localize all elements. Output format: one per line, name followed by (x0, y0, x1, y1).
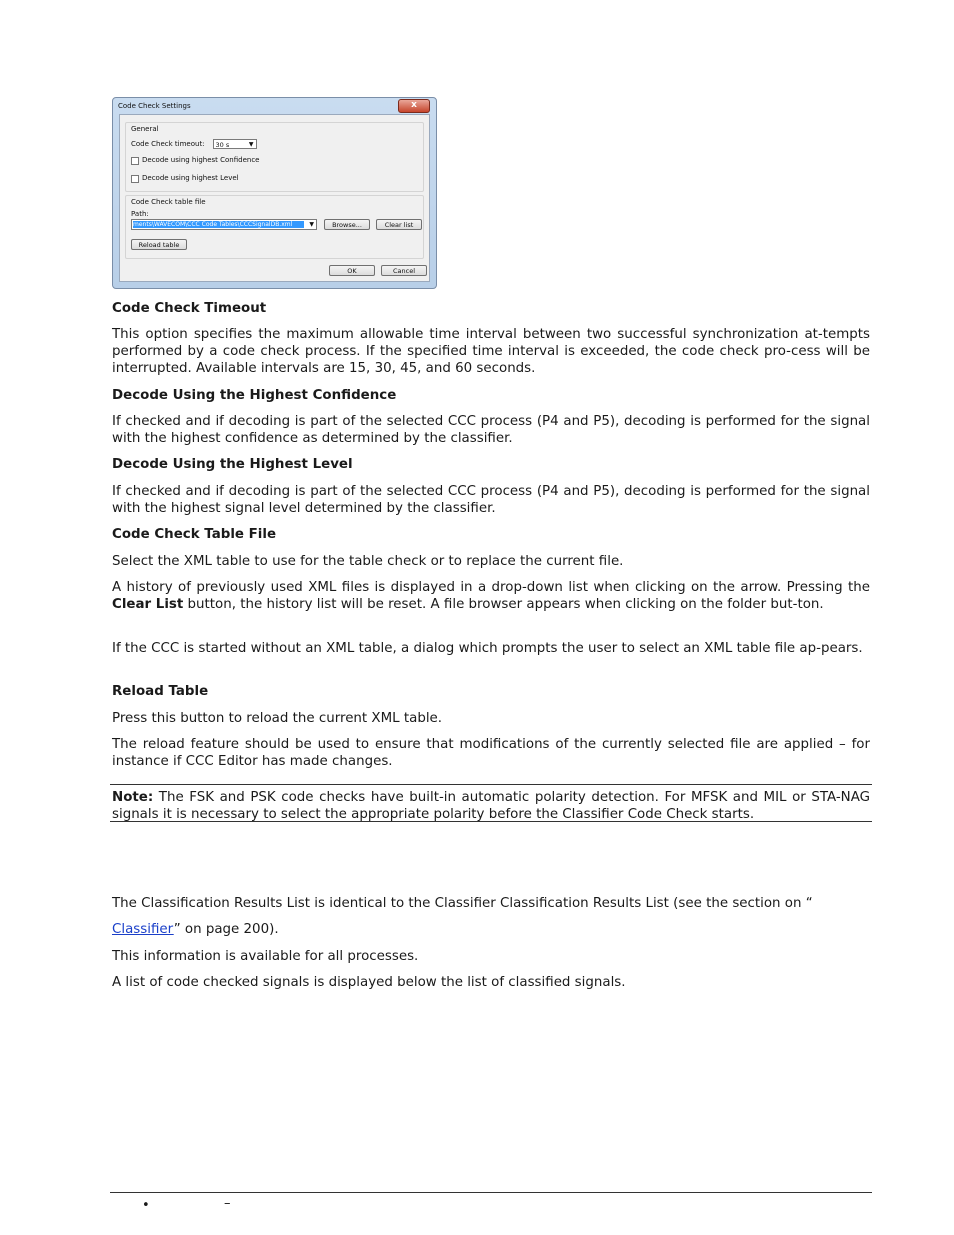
general-group (125, 122, 424, 192)
table-text-2b: button, the history list will be reset. A file browser appears when clicking on the folder but-ton. (183, 597, 824, 612)
table-text-2 (112, 579, 870, 613)
decode-confidence-checkbox[interactable] (131, 157, 139, 165)
confidence-text: If checked and if decoding is part of the selected CCC process (P4 and P5), decoding is performed for the signal with the highest confidence as determined by the classifier. (112, 414, 870, 446)
table-heading: Code Check Table File (112, 527, 277, 542)
note-text (112, 789, 870, 823)
dialog-title: Code Check Settings (118, 102, 191, 110)
results-text-2 (112, 921, 870, 938)
path-label: Path: (131, 210, 149, 218)
cancel-button[interactable]: Cancel (381, 265, 427, 276)
confidence-heading: Decode Using the Highest Confidence (112, 388, 397, 403)
level-text: If checked and if decoding is part of the selected CCC process (P4 and P5), decoding is performed for the signal with the highest signal level determined by the classifier. (112, 484, 870, 516)
reload-heading: Reload Table (112, 684, 209, 699)
clear-list-button[interactable]: Clear list (376, 219, 422, 230)
level-heading: Decode Using the Highest Level (112, 457, 353, 472)
dialog-body (119, 114, 430, 282)
path-input[interactable] (131, 219, 317, 230)
browse-button[interactable]: Browse... (324, 219, 370, 230)
timeout-label: Code Check timeout: (131, 139, 205, 148)
note-box (110, 784, 872, 822)
timeout-heading: Code Check Timeout (112, 301, 267, 316)
note-label: Note: (112, 790, 154, 805)
footer-dash: – (224, 1196, 231, 1211)
table-file-group (125, 195, 424, 259)
classifier-link[interactable]: Classifier (112, 922, 174, 937)
path-value: ments\WAVECOM\CCC Code Tables\CCCSignalDB.xml (133, 221, 304, 228)
general-group-label: General (131, 125, 159, 133)
chevron-down-icon: ▼ (248, 141, 254, 148)
table-file-group-label: Code Check table file (131, 198, 206, 206)
reload-text-1: Press this button to reload the current XML table. (112, 711, 443, 726)
note-body: The FSK and PSK code checks have built-in automatic polarity detection. For MFSK and MIL or STA-NAG signals it is necessary to select the appropriate polarity before the Classifier Code Check starts. (112, 790, 870, 822)
footer-bullet: • (142, 1198, 150, 1213)
code-check-settings-dialog (112, 97, 437, 289)
clear-list-bold: Clear List (112, 597, 184, 612)
timeout-row (131, 139, 257, 149)
results-text-2-rest: ” on page 200). (173, 922, 279, 937)
reload-table-button[interactable]: Reload table (131, 239, 187, 250)
decode-level-row[interactable] (131, 174, 239, 183)
timeout-value: 30 s (215, 141, 230, 149)
decode-confidence-row[interactable] (131, 156, 259, 165)
table-text-3: If the CCC is started without an XML table, a dialog which prompts the user to select an XML table file ap-pears. (112, 641, 863, 656)
ok-button[interactable]: OK (329, 265, 375, 276)
chevron-down-icon[interactable]: ▼ (309, 221, 314, 228)
results-text-4: A list of code checked signals is displayed below the list of classified signals. (112, 975, 626, 990)
table-text-2a: A history of previously used XML files is displayed in a drop-down list when clicking on the arrow. Pressing the (112, 580, 870, 595)
decode-level-checkbox[interactable] (131, 175, 139, 183)
table-text-1: Select the XML table to use for the table check or to replace the current file. (112, 554, 624, 569)
footer-divider (110, 1192, 872, 1193)
results-text-1: The Classification Results List is identical to the Classifier Classification Results List (see the section on “ (112, 896, 813, 911)
decode-confidence-label: Decode using highest Confidence (142, 156, 260, 164)
reload-text-2: The reload feature should be used to ensure that modifications of the currently selected file are applied – for instance if CCC Editor has made changes. (112, 737, 870, 769)
decode-level-label: Decode using highest Level (142, 174, 239, 182)
results-text-3: This information is available for all processes. (112, 949, 419, 964)
timeout-combo[interactable] (213, 139, 257, 149)
close-button[interactable]: x (398, 99, 430, 113)
timeout-text: This option specifies the maximum allowable time interval between two successful synchronization at-tempts performed by a code check process. If the specified time interval is exceeded, the code check pro-cess will be interrupted. Available intervals are 15, 30, 45, and 60 seconds. (112, 327, 870, 376)
